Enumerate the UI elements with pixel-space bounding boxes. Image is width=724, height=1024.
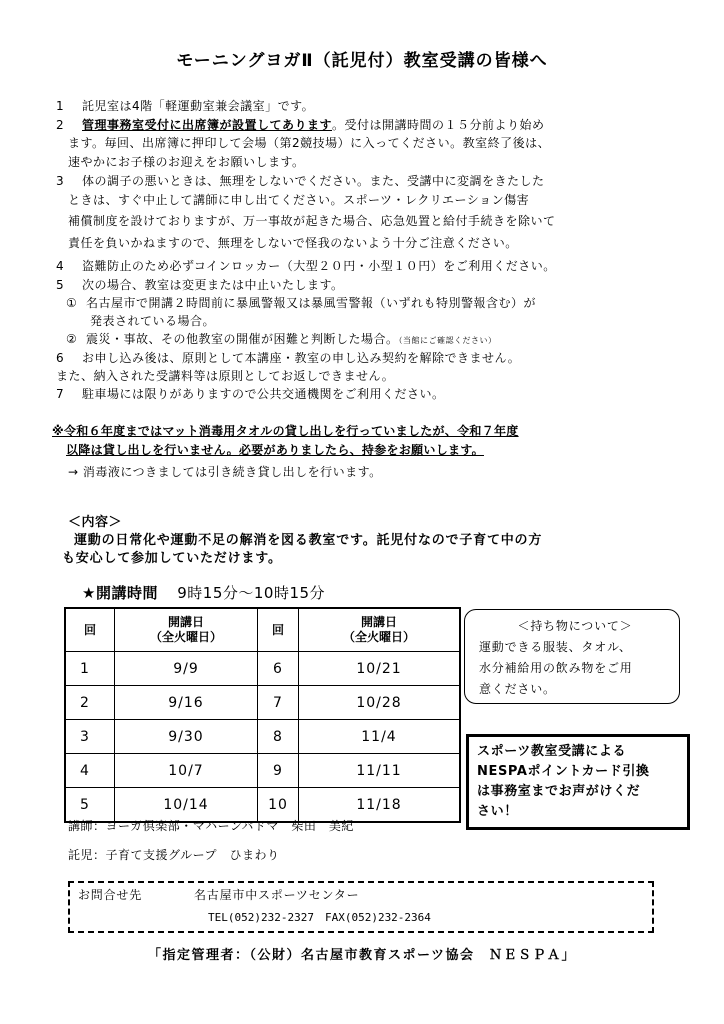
items-line-3: 意ください。 [479, 682, 556, 696]
items-line-2: 水分補給用の飲み物をご用 [479, 661, 633, 675]
note-2-line-3: 速やかにお子様のお迎えをお願いします。 [68, 155, 305, 169]
schedule-table [64, 607, 461, 823]
contact-org: 名古屋市中スポーツセンター [194, 888, 360, 902]
point-card-notice: スポーツ教室受講による NESPAポイントカード引換 は事務室までお声がけくだ さい！ [466, 734, 690, 830]
note-5-item-1: ① 名古屋市で開講２時間前に暴風警報又は暴風雪警報（いずれも特別警報含む）が [66, 296, 537, 310]
content-line-1: 運動の日常化や運動不足の解消を図る教室です。託児付なので子育て中の方 [74, 533, 543, 548]
note-3-line-2: ときは、すぐ中止して講師に申し出てください。スポーツ・レクリエーション傷害 [68, 193, 530, 207]
table-row [65, 720, 460, 754]
note-5-item-2: ② 震災・事故、その他教室の開催が困難と判断した場合。（当館にご確認ください） [66, 332, 497, 346]
note-2-line-2: ます。毎回、出席簿に押印して会場（第2競技場）に入ってください。教室終了後は、 [68, 136, 551, 150]
session-date: 9/9 [115, 652, 258, 686]
note-5-item-1-line-2: 発表されている場合。 [90, 314, 216, 328]
note-3: 3 体の調子の悪いときは、無理をしないでください。また、受講中に変調をきたした [56, 174, 545, 188]
note-4: 4 盗難防止のため必ずコインロッカー（大型２０円・小型１０円）をご利用ください。 [56, 259, 556, 273]
col-kai-header-2: 回 [258, 608, 299, 652]
content-heading: ＜内容＞ [68, 515, 123, 530]
note-6: 6 お申し込み後は、原則として本講座・教室の申し込み契約を解除できません。 [56, 351, 521, 365]
session-number: 4 [65, 754, 115, 788]
childcare: 託児：子育て支援グループ ひまわり [68, 848, 280, 862]
session-date: 9/16 [115, 686, 258, 720]
schedule-header-row [65, 608, 460, 652]
contact-label: お問合せ先 [78, 888, 143, 902]
session-date: 10/7 [115, 754, 258, 788]
session-date: 10/28 [299, 686, 461, 720]
content-line-2: も安心して参加していただけます。 [62, 551, 282, 566]
session-number: 8 [258, 720, 299, 754]
note-1: 1 託児室は4階「軽運動室兼会議室」です。 [56, 99, 315, 113]
note-2: 2 管理事務室受付に出席簿が設置してあります。受付は開講時間の１５分前より始め [56, 118, 545, 132]
table-row [65, 652, 460, 686]
towel-notice-line-2: 以降は貸し出しを行いません。必要がありましたら、持参をお願いします。 [66, 443, 484, 457]
instructor: 講師：ヨーガ倶楽部・マハーンパドマ 柴田 美紀 [68, 819, 354, 833]
col-date-header-2: 開講日 （全火曜日） [299, 608, 461, 652]
note-5: 5 次の場合、教室は変更または中止いたします。 [56, 278, 344, 292]
note-7: 7 駐車場には限りがありますので公共交通機関をご利用ください。 [56, 387, 445, 401]
session-number: 6 [258, 652, 299, 686]
session-number: 9 [258, 754, 299, 788]
towel-notice-line-1: ※令和６年度まではマット消毒用タオルの貸し出しを行っていましたが、令和７年度 [52, 424, 519, 438]
session-number: 10 [258, 788, 299, 823]
col-date-header: 開講日 （全火曜日） [115, 608, 258, 652]
session-date: 11/4 [299, 720, 461, 754]
contact-phone: TEL(052)232-2327 FAX(052)232-2364 [208, 911, 431, 924]
session-number: 1 [65, 652, 115, 686]
note-3-line-3: 補償制度を設けておりますが、万一事故が起きた場合、応急処置と給付手続きを除いて [68, 214, 556, 228]
col-kai-header: 回 [65, 608, 115, 652]
items-line-1: 運動できる服装、タオル、 [479, 640, 632, 654]
session-date: 11/11 [299, 754, 461, 788]
items-heading: ＜持ち物について＞ [517, 619, 633, 633]
session-date: 11/18 [299, 788, 461, 823]
session-date: 10/21 [299, 652, 461, 686]
items-box [464, 609, 680, 704]
note-6-line-2: また、納入された受講料等は原則としてお返しできません。 [56, 369, 395, 383]
reception-notice: 管理事務室受付に出席簿が設置してあります [82, 118, 333, 132]
schedule-time: 9時15分～10時15分 [177, 584, 326, 602]
session-number: 5 [65, 788, 115, 823]
note-3-line-4: 責任を負いかねますので、無理をしないで怪我のないよう十分ご注意ください。 [68, 236, 518, 250]
schedule-heading: ★開講時間 9時15分～10時15分 [82, 584, 326, 602]
table-row [65, 686, 460, 720]
table-row [65, 788, 460, 823]
session-date: 9/30 [115, 720, 258, 754]
session-date: 10/14 [115, 788, 258, 823]
session-number: 2 [65, 686, 115, 720]
footer-designated-manager: 「指定管理者：（公財）名古屋市教育スポーツ協会 ＮＥＳＰＡ」 [148, 948, 576, 963]
page-title: モーニングヨガⅡ（託児付）教室受講の皆様へ [176, 51, 548, 71]
contact-box [68, 881, 654, 933]
session-number: 3 [65, 720, 115, 754]
table-row [65, 754, 460, 788]
towel-notice-line-3: → 消毒液につきましては引き続き貸し出しを行います。 [68, 465, 382, 479]
session-number: 7 [258, 686, 299, 720]
